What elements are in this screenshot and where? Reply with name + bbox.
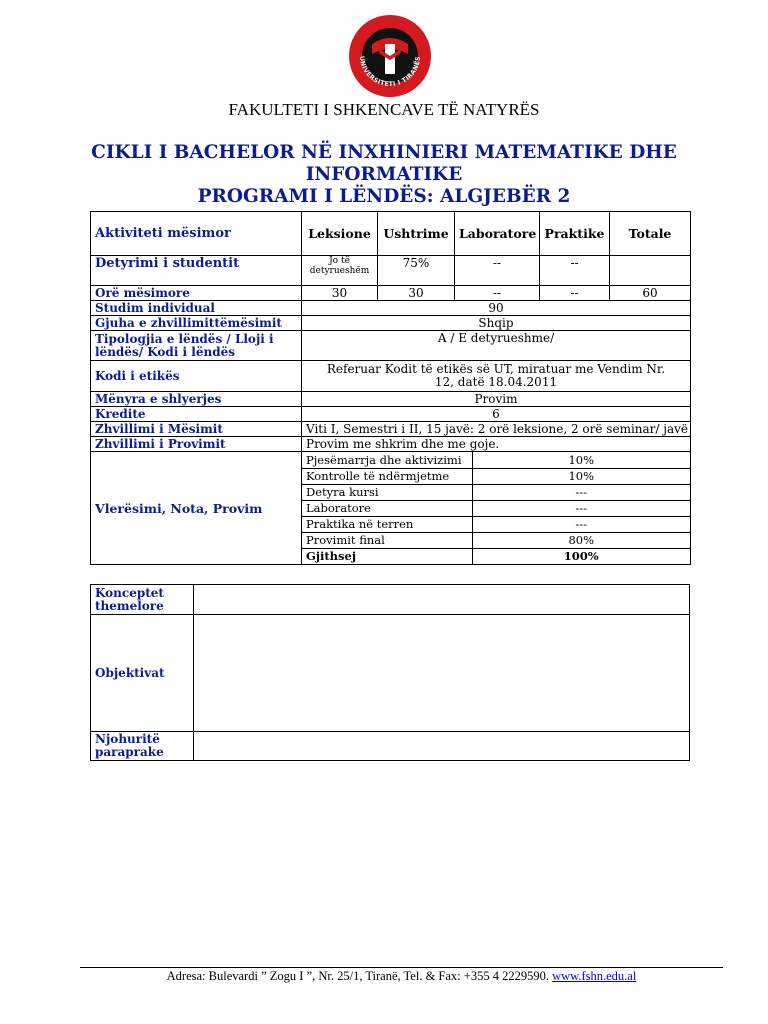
table-row (302, 500, 690, 516)
prereq-label: Njohuritë paraprake (91, 732, 194, 761)
university-logo (348, 14, 432, 98)
concepts-row (91, 585, 690, 615)
exam-label: Zhvillimi i Provimit (91, 437, 302, 452)
exam-value: Provim me shkrim dhe me goje. (302, 437, 691, 452)
assessment-item-name: Detyra kursi (302, 484, 472, 500)
assessment-item-name: Pjesëmarrja dhe aktivizimi (302, 452, 472, 468)
assessment-item-value: 80% (472, 532, 690, 548)
assessment-item-value: 10% (472, 452, 690, 468)
individual-study-label: Studim individual (91, 301, 302, 316)
credits-value: 6 (302, 407, 691, 422)
assessment-item-name: Kontrolle të ndërmjetme (302, 468, 472, 484)
title-line-1: CIKLI I BACHELOR NË INXHINIERI MATEMATIKE DHE (91, 142, 677, 163)
footer (80, 969, 723, 984)
col-header-lecture: Leksione (302, 212, 378, 256)
program-title (0, 142, 768, 208)
assessment-item-name: Praktika në terren (302, 516, 472, 532)
individual-study-value: 90 (302, 301, 691, 316)
table-row (302, 452, 690, 468)
language-value: Shqip (302, 316, 691, 331)
obligations-practical: -- (540, 256, 610, 286)
faculty-name: FAKULTETI I SHKENCAVE TË NATYRËS (228, 100, 540, 119)
col-header-total: Totale (610, 212, 691, 256)
assessment-item-value: --- (472, 484, 690, 500)
obligations-total (610, 256, 691, 286)
assessment-row (91, 452, 691, 565)
course-details-table (90, 584, 690, 761)
table-header-row (91, 212, 691, 256)
hours-exercise: 30 (378, 286, 455, 301)
teaching-value: Viti I, Semestri i II, 15 javë: 2 orë leksione, 2 orë seminar/ javë (302, 422, 691, 437)
assessment-item-value: --- (472, 516, 690, 532)
individual-study-row (91, 301, 691, 316)
assessment-table (302, 452, 690, 564)
hours-row (91, 286, 691, 301)
col-header-practical: Praktike (540, 212, 610, 256)
exam-row (91, 437, 691, 452)
title-line-2: INFORMATIKE (305, 164, 463, 185)
language-row (91, 316, 691, 331)
table-row (302, 468, 690, 484)
assessment-item-name: Provimit final (302, 532, 472, 548)
logo-ring-text: UNIVERSITETI I TIRANËS (357, 55, 423, 89)
credits-label: Kredite (91, 407, 302, 422)
ethics-row (91, 361, 691, 392)
prereq-value (194, 732, 690, 761)
objectives-label: Objektivat (91, 615, 194, 732)
ethics-label: Kodi i etikës (91, 361, 302, 392)
footer-website-link[interactable]: www.fshn.edu.al (552, 969, 637, 983)
table-row (302, 532, 690, 548)
hours-practical: -- (540, 286, 610, 301)
evaluation-mode-value: Provim (302, 392, 691, 407)
obligations-lab: -- (455, 256, 540, 286)
obligations-lecture: Jo të detyrueshëm (302, 256, 378, 286)
assessment-total-label: Gjithsej (302, 548, 472, 564)
footer-address: Adresa: Bulevardi ” Zogu I ”, Nr. 25/1, Tiranë, Tel. & Fax: +355 4 2229590. (166, 969, 549, 983)
title-line-3: PROGRAMI I LËNDËS: ALGJEBËR 2 (197, 186, 571, 207)
evaluation-mode-label: Mënyra e shlyerjes (91, 392, 302, 407)
assessment-total-row (302, 548, 690, 564)
assessment-item-value: --- (472, 500, 690, 516)
teaching-row (91, 422, 691, 437)
col-header-exercise: Ushtrime (378, 212, 455, 256)
typology-value: A / E detyrueshme/ (302, 331, 691, 361)
assessment-item-value: 10% (472, 468, 690, 484)
teaching-label: Zhvillimi i Mësimit (91, 422, 302, 437)
evaluation-mode-row (91, 392, 691, 407)
hours-lab: -- (455, 286, 540, 301)
prereq-row (91, 732, 690, 761)
obligations-label: Detyrimi i studentit (91, 256, 302, 286)
col-header-lab: Laboratore (455, 212, 540, 256)
typology-label: Tipologjia e lëndës / Lloji i lëndës/ Kodi i lëndës (91, 331, 302, 361)
language-label: Gjuha e zhvillimittëmësimit (91, 316, 302, 331)
table-row (302, 484, 690, 500)
syllabus-table (90, 211, 691, 565)
table-row (302, 516, 690, 532)
concepts-value (194, 585, 690, 615)
assessment-label: Vlerësimi, Nota, Provim (91, 452, 302, 565)
assessment-item-name: Laboratore (302, 500, 472, 516)
hours-total: 60 (610, 286, 691, 301)
typology-row (91, 331, 691, 361)
col-header-activity: Aktiviteti mësimor (91, 212, 302, 256)
objectives-row (91, 615, 690, 732)
concepts-label: Konceptet themelore (91, 585, 194, 615)
obligations-row (91, 256, 691, 286)
hours-label: Orë mësimore (91, 286, 302, 301)
objectives-value (194, 615, 690, 732)
footer-divider (80, 967, 723, 968)
assessment-total-value: 100% (472, 548, 690, 564)
obligations-exercise: 75% (378, 256, 455, 286)
hours-lecture: 30 (302, 286, 378, 301)
credits-row (91, 407, 691, 422)
ethics-value: Referuar Kodit të etikës së UT, miratuar me Vendim Nr. 12, datë 18.04.2011 (302, 361, 691, 392)
